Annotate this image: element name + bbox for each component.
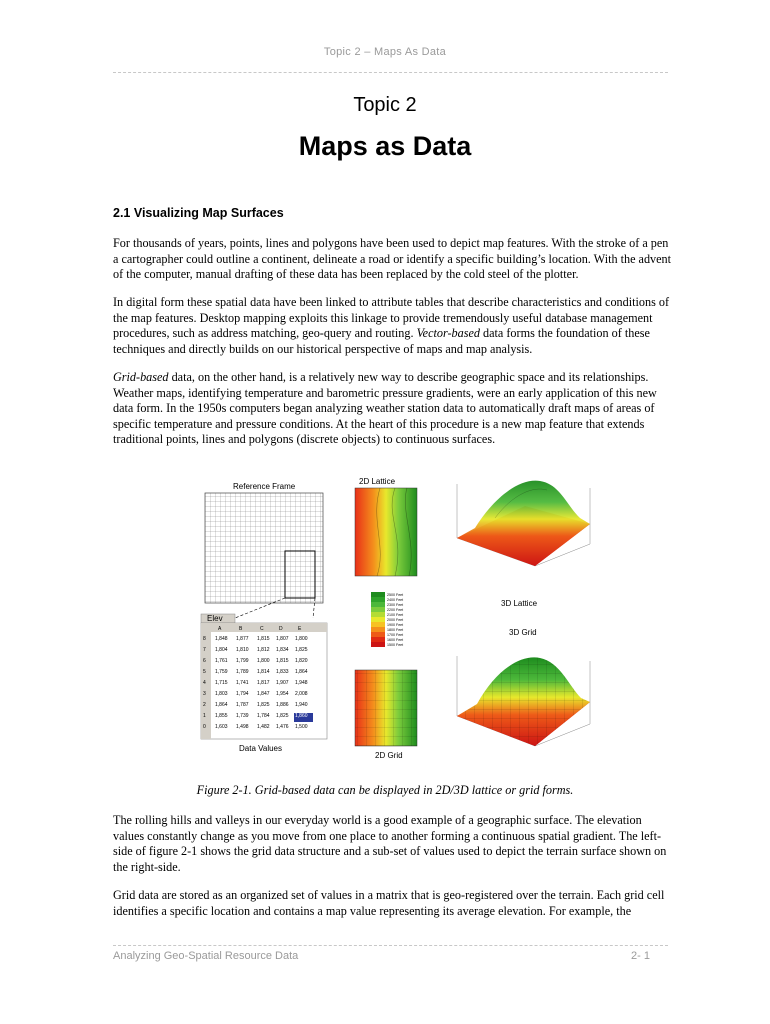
paragraph-2-emphasis: Vector-based <box>416 326 480 340</box>
legend-swatch <box>371 627 385 632</box>
table-cell: 1,815 <box>276 658 289 664</box>
legend-label: 1800 Feet <box>387 628 404 632</box>
table-header-cell: A <box>218 626 222 632</box>
paragraph-3 <box>113 370 673 448</box>
legend-swatch <box>371 637 385 642</box>
lattice-3d-label: 3D Lattice <box>501 599 538 608</box>
legend-label: 1700 Feet <box>387 633 404 637</box>
legend-swatch <box>371 597 385 602</box>
paragraph-2-text-b: data forms the foundation of these techniques and directly builds on our historical perspective of maps and map analysis. <box>113 326 650 356</box>
table-cell: 1,886 <box>276 702 289 708</box>
table-cell: 1,820 <box>295 658 308 664</box>
table-cell: 1,907 <box>276 680 289 686</box>
table-cell: 1,799 <box>236 658 249 664</box>
legend-swatch <box>371 622 385 627</box>
table-cell: 1,834 <box>276 647 289 653</box>
table-cell: 1,815 <box>257 636 270 642</box>
footer-rule <box>113 945 668 946</box>
data-values-table <box>201 614 327 739</box>
table-cell: 1,800 <box>295 636 308 642</box>
topic-label: Topic 2 <box>353 94 417 116</box>
table-cell: 7 <box>203 647 206 653</box>
paragraph-3-text: data, on the other hand, is a relatively new way to describe geographic space and its relationships. Weather maps, identifying temperature and barometric pressure gradients, were an early application of this new data form. In the 1950s computers began analyzing weather station data to automatically draft maps of areas of specific temperature and pressure conditions. At the heart of this procedure is a new map feature that extends traditional points, lines and polygons (discrete objects) to continuous surfaces. <box>113 370 657 446</box>
running-footer <box>113 950 650 962</box>
table-header-cell: C <box>260 626 264 632</box>
table-cell: 1,498 <box>236 724 249 730</box>
legend-swatch <box>371 592 385 597</box>
table-cell: 5 <box>203 669 206 675</box>
legend-swatch <box>371 642 385 647</box>
table-cell: 1,476 <box>276 724 289 730</box>
figure-2-1 <box>195 466 605 766</box>
table-cell: 1,948 <box>295 680 308 686</box>
legend-swatch <box>371 612 385 617</box>
table-cell: 1,603 <box>215 724 228 730</box>
table-cell: 1,739 <box>236 713 249 719</box>
page-number: 2- 1 <box>631 950 650 962</box>
table-cell: 1,787 <box>236 702 249 708</box>
table-header-cell: B <box>239 626 243 632</box>
table-cell: 1,761 <box>215 658 228 664</box>
table-cell: 1,804 <box>215 647 228 653</box>
table-cell: 1,715 <box>215 680 228 686</box>
table-cell: 1,825 <box>276 713 289 719</box>
paragraph-2-text-a: In digital form these spatial data have been linked to attribute tables that describe characteristics and conditions of the map features. Desktop mapping exploits this linkage to provide tremendously useful database management procedures, such as address matching, geo-query and routing. <box>113 295 670 340</box>
table-cell: 1,954 <box>276 691 289 697</box>
table-cell: 1,741 <box>236 680 249 686</box>
reference-frame-label: Reference Frame <box>233 482 296 491</box>
page-title: Maps as Data <box>298 131 472 161</box>
table-cell: 1,817 <box>257 680 270 686</box>
table-cell: 8 <box>203 636 206 642</box>
table-cell: 1,940 <box>295 702 308 708</box>
section-heading: 2.1 Visualizing Map Surfaces <box>113 206 284 220</box>
table-cell: 3 <box>203 691 206 697</box>
table-cell: 1 <box>203 713 206 719</box>
lattice-2d-map <box>355 488 417 576</box>
data-values-label: Data Values <box>239 744 282 753</box>
table-cell: 2,008 <box>295 691 308 697</box>
header-rule <box>113 72 668 73</box>
table-cell: 1,864 <box>215 702 228 708</box>
table-cell: 1,794 <box>236 691 249 697</box>
legend-swatch <box>371 632 385 637</box>
paragraph-1: For thousands of years, points, lines and polygons have been used to depict map features. With the stroke of a pen a cartographer could outline a continent, delineate a road or identify a specific building’s location. With the advent of the computer, manual drafting of these data has been replaced by the cold steel of the plotter. <box>113 236 672 281</box>
table-cell: 1,825 <box>295 647 308 653</box>
table-cell: 1,789 <box>236 669 249 675</box>
lattice-2d-label: 2D Lattice <box>359 477 396 486</box>
legend-label: 2500 Feet <box>387 593 404 597</box>
legend-label: 2200 Feet <box>387 608 404 612</box>
legend <box>371 592 403 647</box>
table-cell: 1,848 <box>215 636 228 642</box>
table-header-cell: D <box>279 626 283 632</box>
table-cell: 1,877 <box>236 636 249 642</box>
table-cell: 2 <box>203 702 206 708</box>
paragraph-3-emphasis: Grid-based <box>113 370 169 384</box>
paragraph-5: Grid data are stored as an organized set of values in a matrix that is geo-registered over the terrain. Each grid cell identifies a specific location and contains a map value representing its average elevation. For example, the <box>113 888 665 918</box>
legend-label: 1500 Feet <box>387 643 404 647</box>
table-cell: 1,864 <box>295 669 308 675</box>
legend-swatch <box>371 607 385 612</box>
figure-caption: Figure 2-1. Grid-based data can be displayed in 2D/3D lattice or grid forms. <box>196 783 574 797</box>
legend-label: 2100 Feet <box>387 613 404 617</box>
table-cell: 1,803 <box>215 691 228 697</box>
reference-frame-grid <box>205 493 323 603</box>
legend-swatch <box>371 602 385 607</box>
table-cell: 1,860 <box>295 713 308 719</box>
table-cell: 1,759 <box>215 669 228 675</box>
table-cell: 1,784 <box>257 713 270 719</box>
running-header: Topic 2 – Maps As Data <box>323 46 447 58</box>
table-cell: 1,807 <box>276 636 289 642</box>
table-cell: 4 <box>203 680 206 686</box>
table-tab-label: Elev <box>207 614 223 623</box>
legend-swatch <box>371 617 385 622</box>
table-cell: 1,500 <box>295 724 308 730</box>
table-cell: 1,482 <box>257 724 270 730</box>
table-cell: 0 <box>203 724 206 730</box>
table-cell: 1,855 <box>215 713 228 719</box>
lattice-3d-plot <box>457 481 590 566</box>
table-cell: 6 <box>203 658 206 664</box>
paragraph-2 <box>113 295 673 357</box>
table-cell: 1,810 <box>236 647 249 653</box>
table-cell: 1,847 <box>257 691 270 697</box>
legend-label: 2000 Feet <box>387 618 404 622</box>
table-cell: 1,800 <box>257 658 270 664</box>
legend-label: 2400 Feet <box>387 598 404 602</box>
legend-label: 1900 Feet <box>387 623 404 627</box>
grid-2d-label: 2D Grid <box>375 751 403 760</box>
table-header-cell: E <box>298 626 302 632</box>
table-cell: 1,812 <box>257 647 270 653</box>
table-cell: 1,833 <box>276 669 289 675</box>
grid-3d-label: 3D Grid <box>509 628 537 637</box>
table-cell: 1,814 <box>257 669 270 675</box>
legend-label: 2300 Feet <box>387 603 404 607</box>
paragraph-4: The rolling hills and valleys in our everyday world is a good example of a geographic surface. The elevation values constantly change as you move from one place to another forming a continuous spatial gradient. The left-side of figure 2-1 shows the grid data structure and a sub-set of values used to depict the terrain surface shown on the right-side. <box>113 813 667 874</box>
legend-label: 1600 Feet <box>387 638 404 642</box>
footer-book-title: Analyzing Geo-Spatial Resource Data <box>113 950 299 962</box>
grid-3d-plot <box>457 656 590 746</box>
table-cell: 1,825 <box>257 702 270 708</box>
